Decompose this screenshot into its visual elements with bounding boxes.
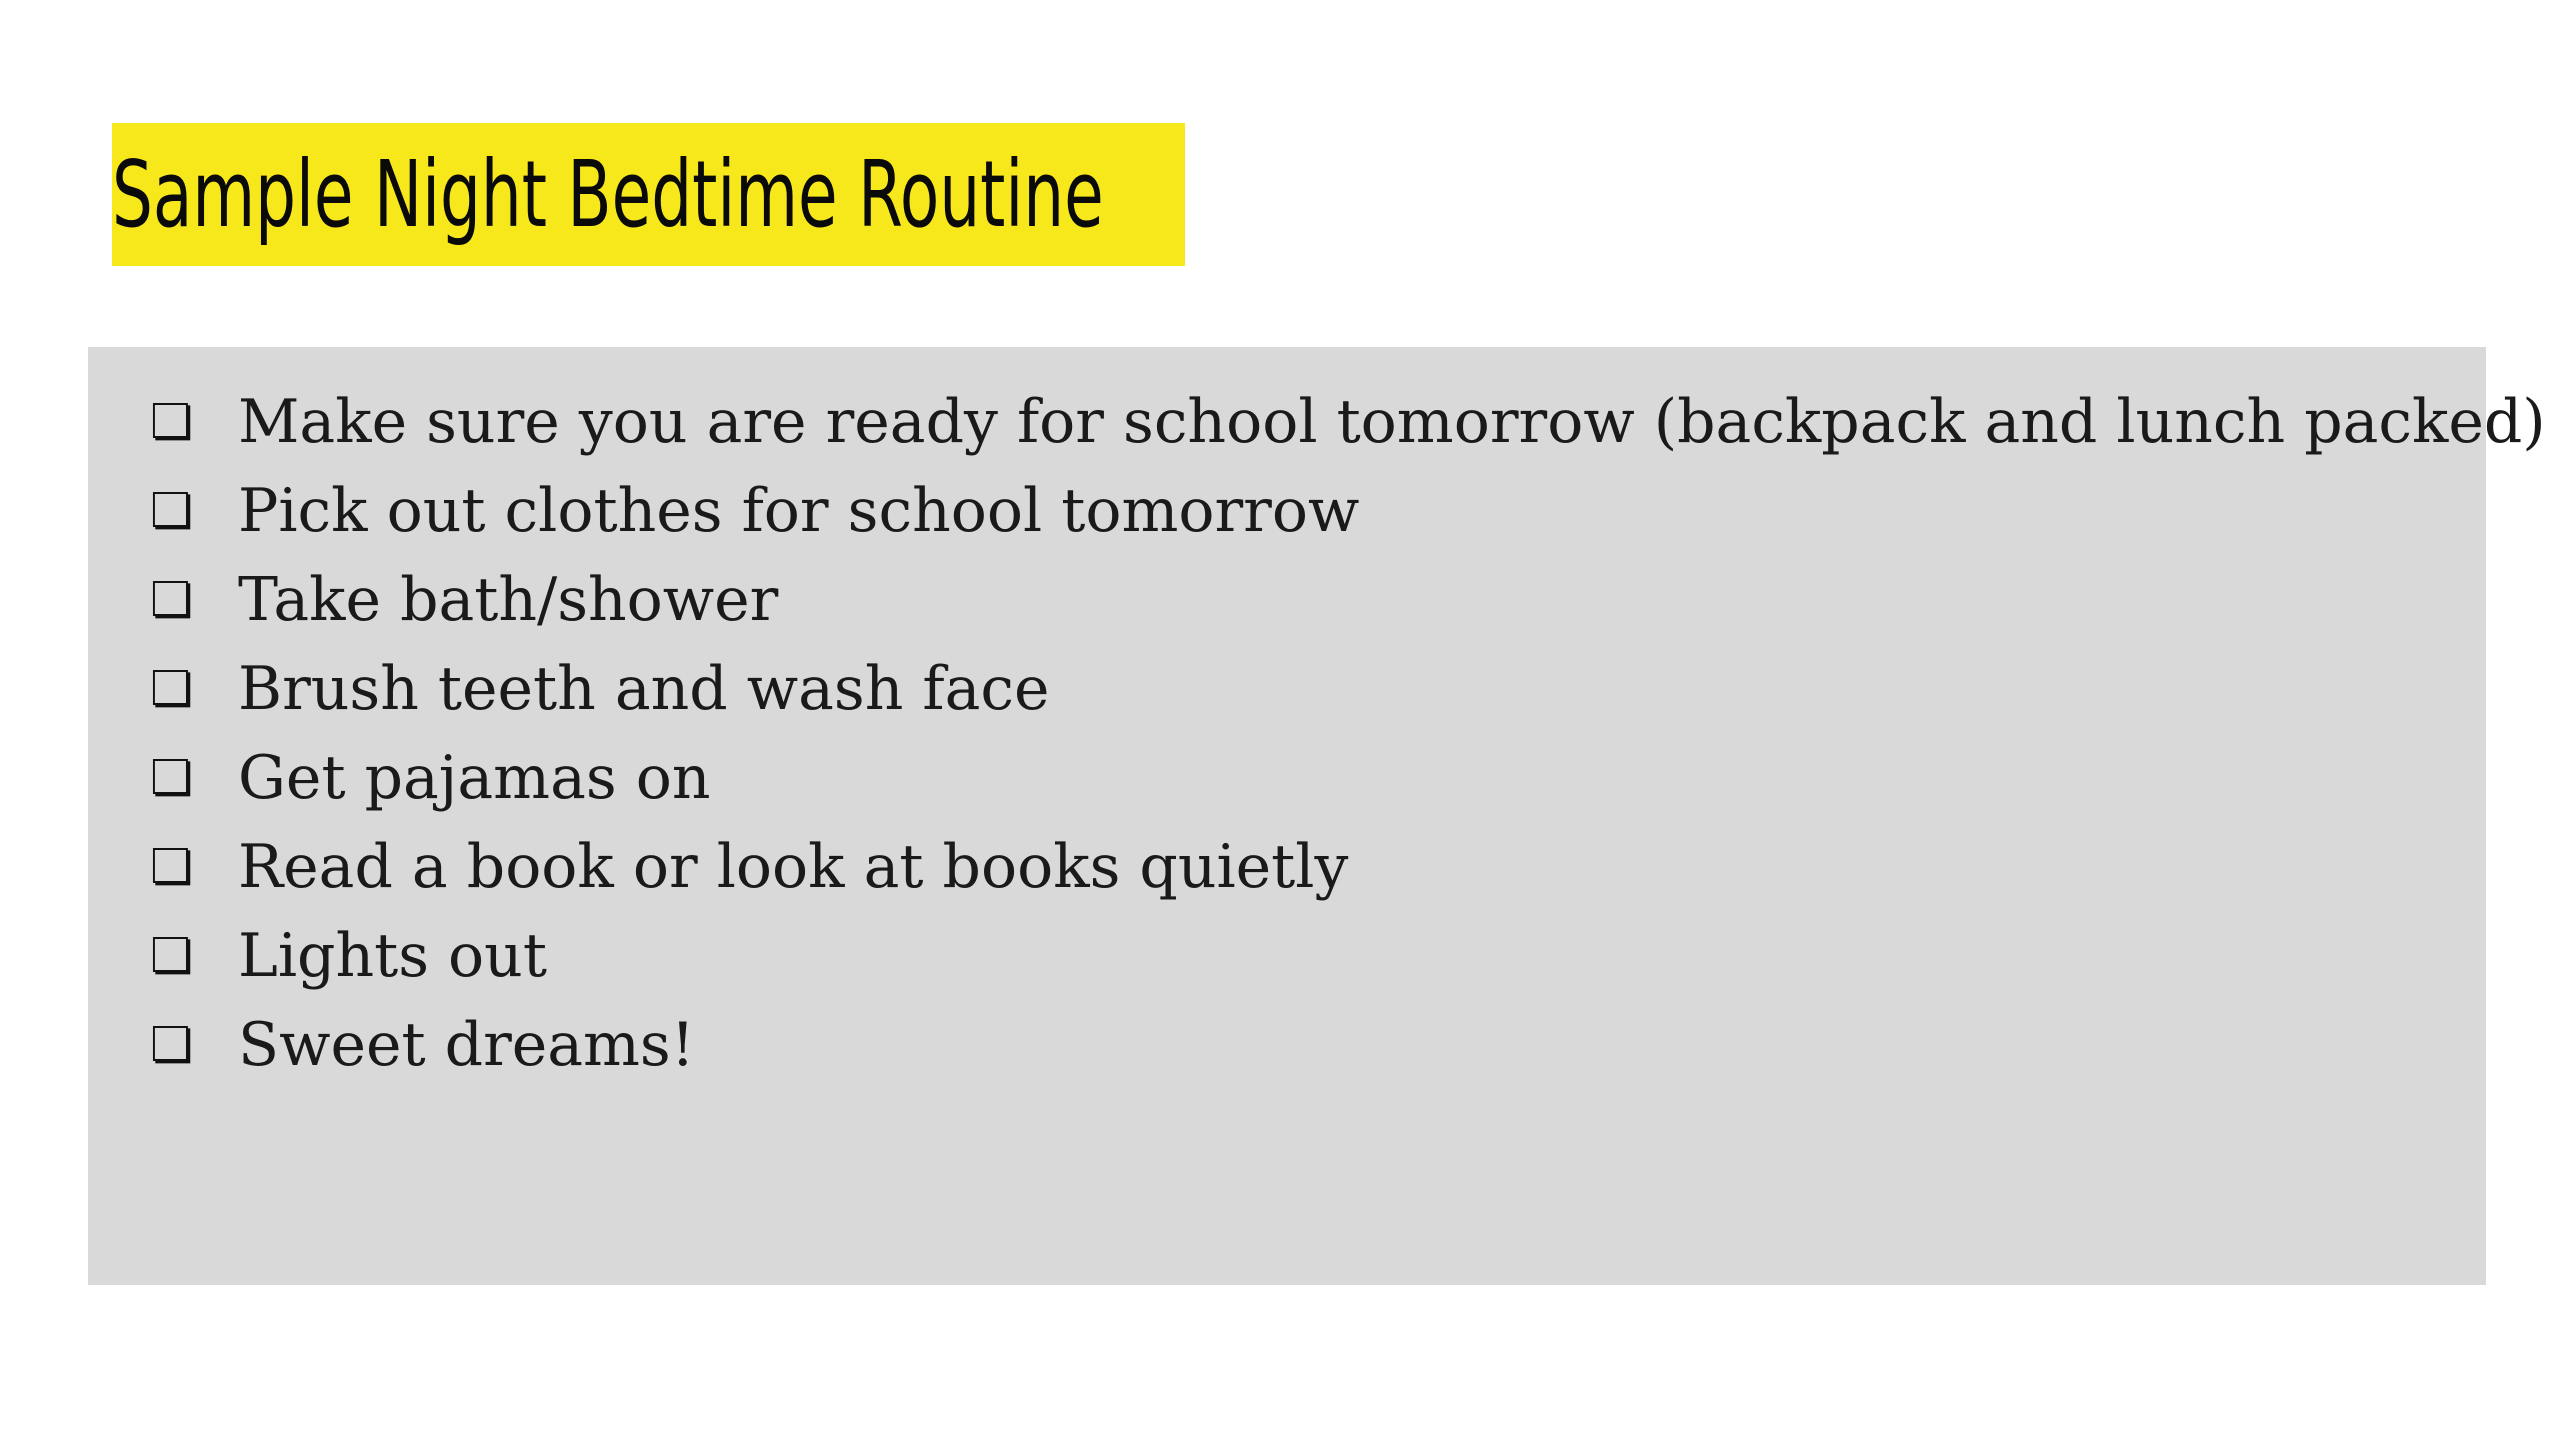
checkbox-empty-icon: ❏ <box>150 571 194 628</box>
checklist-item <box>150 911 2546 1000</box>
checklist-item-label: Pick out clothes for school tomorrow <box>238 475 1360 546</box>
checklist-item <box>150 555 2546 644</box>
checkbox-empty-icon: ❏ <box>150 927 194 984</box>
checklist-item-label: Make sure you are ready for school tomorrow (backpack and lunch packed) <box>238 386 2546 457</box>
checklist-item-label: Read a book or look at books quietly <box>238 831 1349 902</box>
checklist-item <box>150 822 2546 911</box>
checklist-item <box>150 377 2546 466</box>
checkbox-empty-icon: ❏ <box>150 749 194 806</box>
slide-title: Sample Night Bedtime Routine <box>112 140 1104 248</box>
title-highlight <box>112 123 1185 266</box>
checklist-item-label: Brush teeth and wash face <box>238 653 1050 724</box>
checkbox-empty-icon: ❏ <box>150 393 194 450</box>
checklist-item-label: Sweet dreams! <box>238 1009 695 1080</box>
checklist-item <box>150 733 2546 822</box>
checklist-item-label: Take bath/shower <box>238 564 779 635</box>
checklist-item-label: Get pajamas on <box>238 742 711 813</box>
checklist-item <box>150 644 2546 733</box>
checklist <box>150 377 2546 1089</box>
checkbox-empty-icon: ❏ <box>150 482 194 539</box>
checklist-item <box>150 1000 2546 1089</box>
checkbox-empty-icon: ❏ <box>150 660 194 717</box>
checklist-panel <box>88 347 2546 1285</box>
checkbox-empty-icon: ❏ <box>150 1016 194 1073</box>
checklist-item-label: Lights out <box>238 920 547 991</box>
checkbox-empty-icon: ❏ <box>150 838 194 895</box>
checklist-item <box>150 466 2546 555</box>
